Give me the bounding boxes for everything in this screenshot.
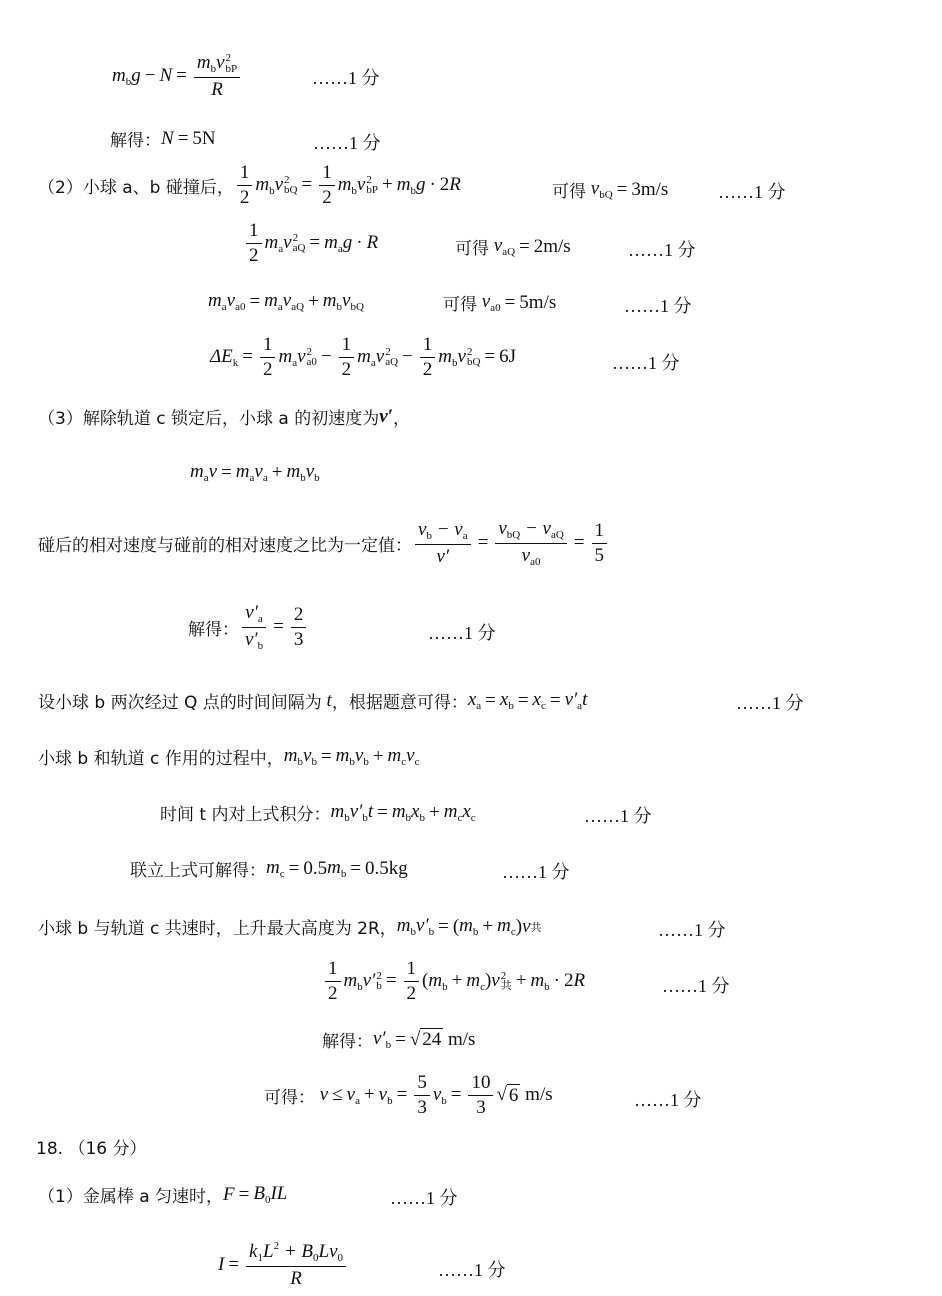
score-2: ……1 分	[313, 133, 381, 153]
score-15: ……1 分	[438, 1260, 506, 1280]
eq-va0: 可得 $v_{a0}$ = 5m/s	[443, 291, 557, 315]
eq-cospeed-energy: $\frac{1}{2}$ $m_bv'$ 2 b = $\frac{1}{2}$ ( $m_b$ + $m_c$ ) v 2 共 + $m_b$ · 2 R	[322, 958, 585, 1005]
part3-intro: （3）解除轨道 c 锁定后，小球 a 的初速度为 v′ ，	[38, 405, 410, 429]
eq-current: I = $\frac{k_1L^2 + B_0Lv_0}{R}$	[218, 1240, 349, 1289]
eq-integral: 时间 t 内对上式积分： $m_bv'_bt$ = $m_bx_b$ + $m_cx_c$	[160, 801, 476, 825]
score-9: ……1 分	[584, 806, 652, 826]
eq-energy-a: $\frac{1}{2}$ $m_av$ 2 aQ = $m_ag$ · R	[243, 220, 378, 267]
eq-part2-energy-b: （2）小球 a、b 碰撞后， $\frac{1}{2}$ $m_bv$ 2 bQ = $\frac{1}{2}$ $m_bv$ 2 bP + $m_bg$ · 2 R	[38, 162, 461, 208]
score-11: ……1 分	[658, 920, 726, 940]
score-7: ……1 分	[428, 623, 496, 643]
eq-part3-momentum: $m_av$ = $m_av_a$ + $m_bv_b$	[190, 461, 320, 484]
question-18-header: 18. （16 分）	[36, 1139, 147, 1159]
score-1: ……1 分	[312, 68, 380, 88]
eq-solve-N: 解得： N = 5N	[110, 127, 216, 151]
score-10: ……1 分	[502, 862, 570, 882]
eq-vaQ: 可得 $v_{aQ}$ = 2m/s	[455, 235, 571, 259]
eq-cospeed-momentum: 小球 b 与轨道 c 共速时，上升最大高度为 2R， $m_bv'_b$ = ( $m_b$ + $m_c$ ) v 共	[38, 915, 542, 939]
eq-energy-loss: $\Delta E_k$ = $\frac{1}{2}$ $m_av$ 2 a0 − $\frac{1}{2}$ $m_av$ 2 aQ − $\frac{1}{2}$ $m_bv$ 2 bQ = 6J	[210, 334, 517, 380]
eq-solve-ratio: 解得： $\frac{v'_a}{v'_b}$ = $\frac{2}{3}$	[188, 602, 309, 652]
score-8: ……1 分	[736, 693, 804, 713]
eq-vbQ: 可得 $v_{bQ}$ = 3m/s	[552, 178, 669, 202]
score-12: ……1 分	[662, 976, 730, 996]
eq-mass-c: 联立上式可解得： $m_c$ = 0.5 $m_b$ = 0.5kg	[130, 857, 408, 881]
score-13: ……1 分	[634, 1090, 702, 1110]
eq-time-interval: 设小球 b 两次经过 Q 点的时间间隔为 t ，根据题意可得： $x_a$ = $x_b$ = $x_c$ = $v'_at$	[38, 689, 588, 713]
eq-relative-velocity-ratio: 碰后的相对速度与碰前的相对速度之比为一定值： $\frac{v_b - v_a}{v'}$ = $\frac{v_{bQ} - v_{aQ}}{v_{a0}}$ = $\frac{1}{5}$	[38, 518, 610, 568]
eq-normal-force: $m_bg$ − N = $m_bv$ 2 bP R	[112, 52, 243, 100]
eq-final-velocity: 可得 ： v ≤ $v_a$ + $v_b$ = $\frac{5}{3}$ $v_b$ = $\frac{10}{3}$ √ 6 m/s	[264, 1072, 553, 1118]
score-5: ……1 分	[624, 296, 692, 316]
score-14: ……1 分	[390, 1188, 458, 1208]
eq-momentum: $m_av_{a0}$ = $m_av_{aQ}$ + $m_bv_{bQ}$	[208, 290, 364, 313]
score-6: ……1 分	[612, 353, 680, 373]
eq-solve-vb: 解得： $v'_b$ = √ 24 m/s	[322, 1028, 476, 1052]
eq-force: （1）金属棒 a 匀速时， F = $B_0IL$	[38, 1183, 288, 1207]
eq-interaction: 小球 b 和轨道 c 作用的过程中， $m_bv_b$ = $m_bv_b$ + $m_cv_c$	[38, 745, 420, 769]
score-3: ……1 分	[718, 182, 786, 202]
score-4: ……1 分	[628, 240, 696, 260]
